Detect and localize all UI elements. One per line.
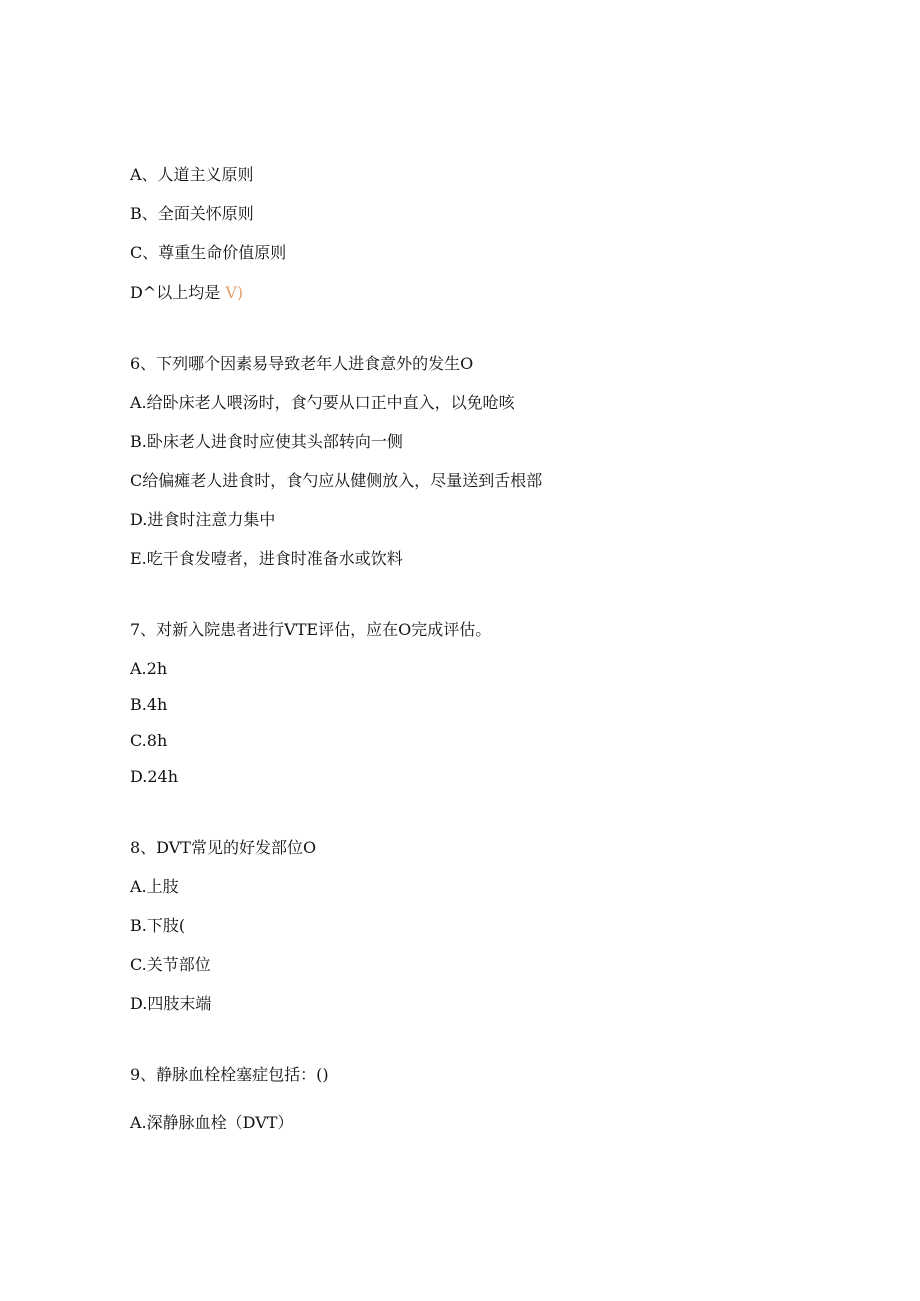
q8-option-d: D.四肢末端 xyxy=(130,994,212,1013)
q5-option-c: C、尊重生命价值原则 xyxy=(130,243,287,262)
q6-option-d: D.进食时注意力集中 xyxy=(130,510,276,529)
q6-option-e: E.吃干食发噎者，进食时准备水或饮料 xyxy=(130,549,403,568)
q8-question: 8、DVT常见的好发部位O xyxy=(130,838,317,857)
q5-answer-mark: V) xyxy=(225,283,244,302)
q7-question: 7、对新入院患者进行VTE评估，应在O完成评估。 xyxy=(130,620,492,639)
q5-option-a: A、人道主义原则 xyxy=(130,165,254,184)
q5-option-d-text: D^以上均是 xyxy=(130,283,221,302)
q9-question: 9、静脉血栓栓塞症包括：() xyxy=(130,1065,329,1084)
q7-option-d: D.24h xyxy=(130,767,179,786)
q7-option-c: C.8h xyxy=(130,731,168,750)
q8-option-b: B.下肢( xyxy=(130,916,186,935)
q8-option-c: C.关节部位 xyxy=(130,955,211,974)
q6-option-c: C给偏瘫老人进食时，食勺应从健侧放入，尽量送到舌根部 xyxy=(130,471,543,490)
q7-option-b: B.4h xyxy=(130,695,168,714)
q5-option-d xyxy=(130,283,243,303)
q6-option-b: B.卧床老人进食时应使其头部转向一侧 xyxy=(130,432,403,451)
q7-option-a: A.2h xyxy=(130,659,168,678)
q5-option-b: B、全面关怀原则 xyxy=(130,204,254,223)
q6-question: 6、下列哪个因素易导致老年人进食意外的发生O xyxy=(130,354,474,373)
q8-option-a: A.上肢 xyxy=(130,877,179,896)
q6-option-a: A.给卧床老人喂汤时，食勺要从口正中直入，以免呛咳 xyxy=(130,393,515,412)
q9-option-a: A.深静脉血栓（DVT） xyxy=(130,1113,294,1132)
